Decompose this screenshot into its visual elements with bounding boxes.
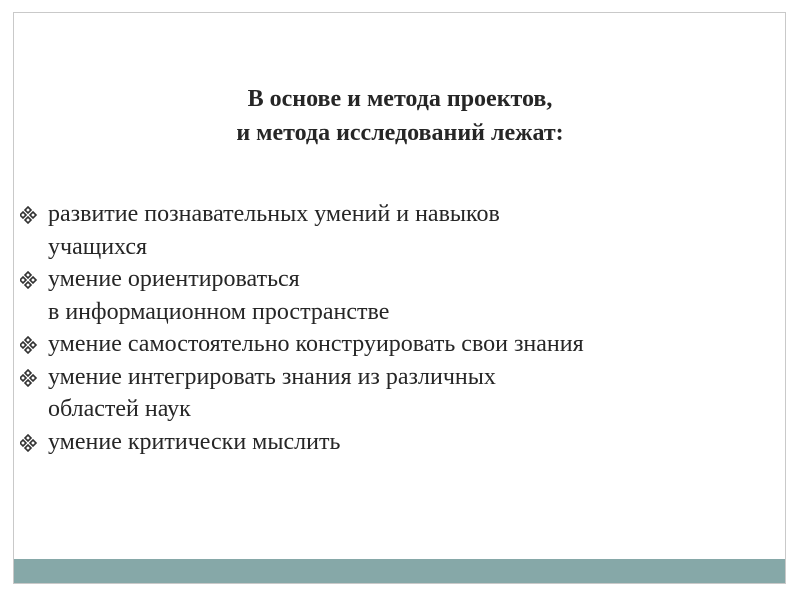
bullet-item xyxy=(20,198,790,263)
title-line: и метода исследований лежат: xyxy=(236,120,564,146)
bullet-item xyxy=(20,361,790,426)
bullet-list xyxy=(20,198,790,458)
bullet-line: учащихся xyxy=(48,233,148,260)
diamond-cluster-icon xyxy=(20,369,46,387)
bullet-line: в информационном пространстве xyxy=(48,298,390,325)
title-line: В основе и метода проектов, xyxy=(247,86,553,112)
bullet-line: умение интегрировать знания из различных xyxy=(48,363,496,390)
bullet-item xyxy=(20,263,790,328)
diamond-cluster-icon xyxy=(20,434,46,452)
bullet-line: умение ориентироваться xyxy=(48,266,300,292)
bullet-line: развитие познавательных умений и навыков xyxy=(48,201,500,227)
footer-band xyxy=(14,559,785,583)
bullet-line: умение критически мыслить xyxy=(48,428,341,455)
diamond-cluster-icon xyxy=(20,336,46,354)
diamond-cluster-icon xyxy=(20,271,46,289)
slide-title xyxy=(0,82,800,150)
diamond-cluster-icon xyxy=(20,206,46,224)
bullet-line: умение самостоятельно конструировать свои знания xyxy=(48,331,584,357)
bullet-item xyxy=(20,426,790,459)
bullet-item xyxy=(20,328,790,361)
bullet-line: областей наук xyxy=(48,396,191,422)
